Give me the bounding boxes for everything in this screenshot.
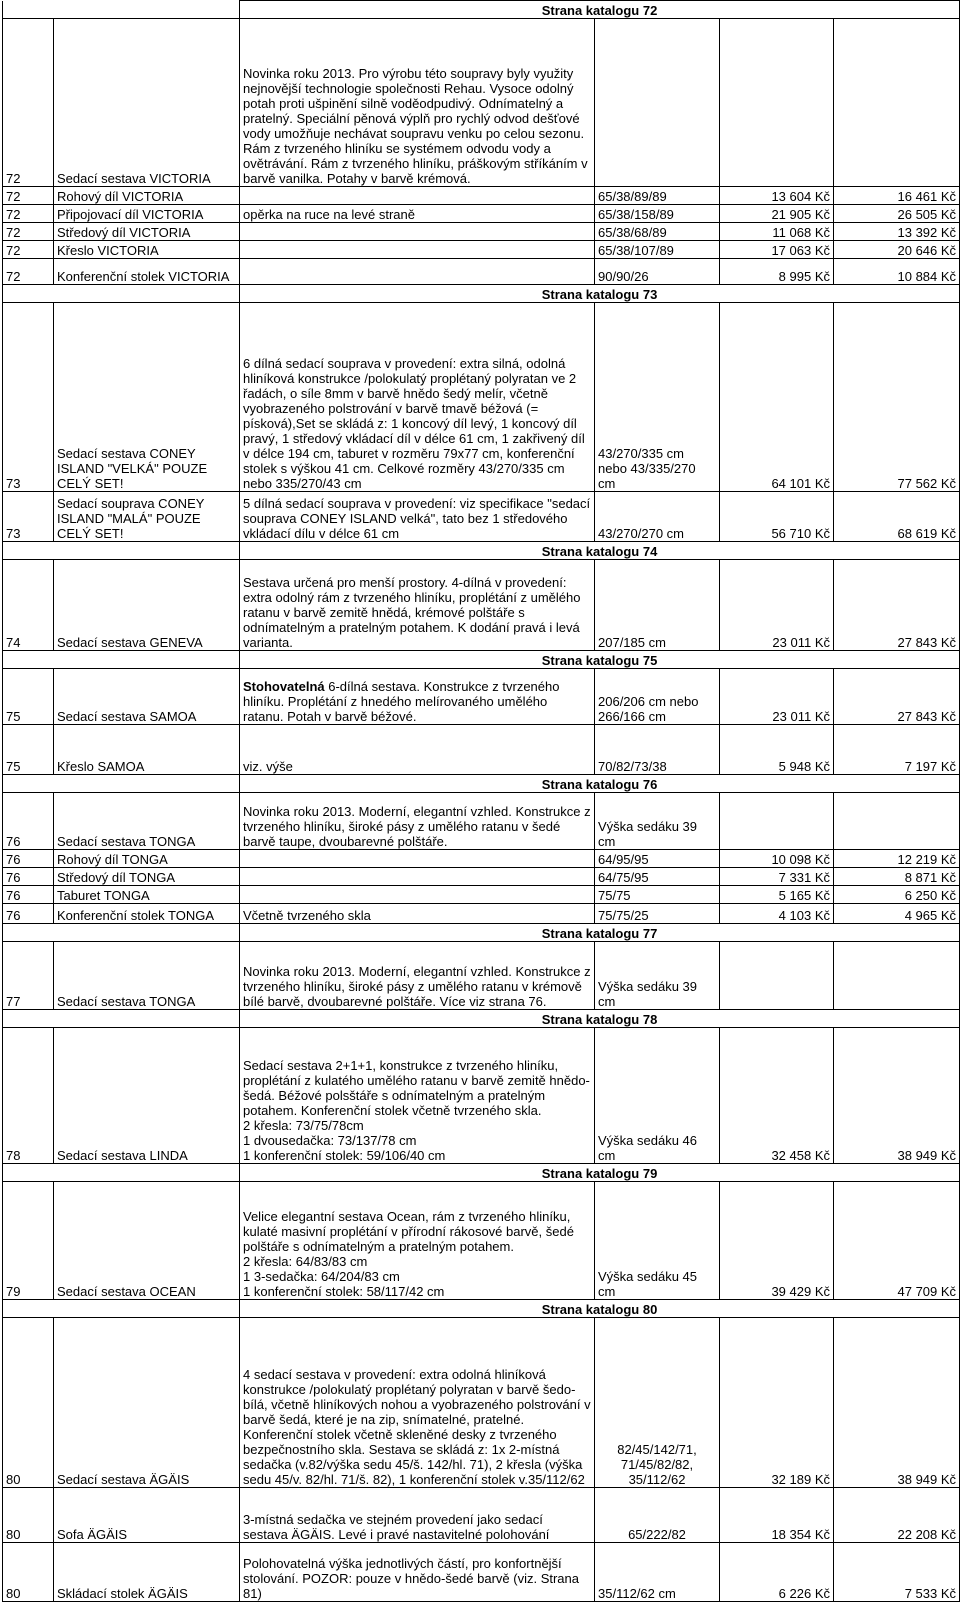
product-dimensions: 75/75/25 bbox=[595, 904, 720, 924]
product-dimensions: 35/112/62 cm bbox=[595, 1543, 720, 1602]
price-without-vat: 17 063 Kč bbox=[720, 241, 834, 259]
product-name: Sedací sestava LINDA bbox=[54, 1028, 240, 1164]
price-with-vat bbox=[834, 942, 960, 1010]
product-description bbox=[240, 259, 595, 285]
price-without-vat: 39 429 Kč bbox=[720, 1182, 834, 1300]
section-title: Strana katalogu 78 bbox=[240, 1010, 960, 1028]
price-without-vat: 5 165 Kč bbox=[720, 886, 834, 904]
product-dimensions: Výška sedáku 45 cm bbox=[595, 1182, 720, 1300]
product-description: Stohovatelná 6-dílná sestava. Konstrukce z tvrzeného hliníku. Proplétání z hnedého melírovaného umělého ratanu. Potah v barvě béžové. bbox=[240, 669, 595, 725]
product-name: Připojovací díl VICTORIA bbox=[54, 205, 240, 223]
product-description bbox=[240, 187, 595, 205]
price-with-vat: 68 619 Kč bbox=[834, 492, 960, 542]
section-header bbox=[3, 1, 960, 19]
product-dimensions: 75/75 bbox=[595, 886, 720, 904]
price-with-vat: 4 965 Kč bbox=[834, 904, 960, 924]
price-without-vat: 7 331 Kč bbox=[720, 868, 834, 886]
price-with-vat: 6 250 Kč bbox=[834, 886, 960, 904]
product-name: Sedací sestava CONEY ISLAND "VELKÁ" POUZE CELÝ SET! bbox=[54, 303, 240, 492]
product-dimensions: 82/45/142/71, 71/45/82/82, 35/112/62 bbox=[595, 1318, 720, 1488]
catalog-page-number: 72 bbox=[3, 205, 54, 223]
price-without-vat bbox=[720, 19, 834, 187]
catalog-page-number: 80 bbox=[3, 1543, 54, 1602]
product-description: 3-místná sedačka ve stejném provedení jako sedací sestava ÄGÄIS. Levé i pravé nastavitelné polohování bbox=[240, 1488, 595, 1543]
product-dimensions: 64/95/95 bbox=[595, 850, 720, 868]
section-header bbox=[3, 651, 960, 669]
product-dimensions: 65/38/107/89 bbox=[595, 241, 720, 259]
product-name: Sedací sestava ÄGÄIS bbox=[54, 1318, 240, 1488]
catalog-page-number: 72 bbox=[3, 187, 54, 205]
product-dimensions: Výška sedáku 46 cm bbox=[595, 1028, 720, 1164]
catalog-page-number: 72 bbox=[3, 223, 54, 241]
price-with-vat: 7 197 Kč bbox=[834, 725, 960, 775]
section-header-blank bbox=[3, 285, 240, 303]
product-name: Sedací sestava GENEVA bbox=[54, 560, 240, 651]
product-dimensions: 207/185 cm bbox=[595, 560, 720, 651]
catalog-page-number: 77 bbox=[3, 942, 54, 1010]
catalog-page-number: 72 bbox=[3, 19, 54, 187]
product-description: Velice elegantní sestava Ocean, rám z tvrzeného hliníku, kulaté masivní proplétání v přírodní rákosové barvě, šedé polštáře s odnímatelným a pratelným potahem. 2 křesla: 64/83/83 cm 1 3-sedačka: 64/204/83 cm 1 konferenční stolek: 58/117/42 cm bbox=[240, 1182, 595, 1300]
price-without-vat: 32 189 Kč bbox=[720, 1318, 834, 1488]
table-row bbox=[3, 303, 960, 492]
product-name: Taburet TONGA bbox=[54, 886, 240, 904]
product-name: Křeslo VICTORIA bbox=[54, 241, 240, 259]
product-name: Sedací sestava VICTORIA bbox=[54, 19, 240, 187]
section-title: Strana katalogu 75 bbox=[240, 651, 960, 669]
table-row bbox=[3, 793, 960, 850]
product-name: Rohový díl TONGA bbox=[54, 850, 240, 868]
product-description: 4 sedací sestava v provedení: extra odolná hliníková konstrukce /polokulatý proplétaný polyratan v barvě šedo-bílá, včetně hliníkových nohou a vyobrazeného polstrování v barvě šedá, které je na zip, snímatelné, pratelné. Konferenční stolek včetně skleněné desky z tvrzeného bezpečnostního skla. Sestava se skládá z: 1x 2-místná sedačka (v.82/výška sedu 45/š. 142/hl. 71), 2 křesla (výška sedu 45/v. 82/hl. 71/š. 82), 1 konferenční stolek v.35/112/62 bbox=[240, 1318, 595, 1488]
price-without-vat: 18 354 Kč bbox=[720, 1488, 834, 1543]
section-header-blank bbox=[3, 542, 240, 560]
section-header bbox=[3, 1010, 960, 1028]
catalog-page-number: 73 bbox=[3, 303, 54, 492]
table-row bbox=[3, 19, 960, 187]
product-dimensions bbox=[595, 19, 720, 187]
table-row bbox=[3, 1488, 960, 1543]
section-title: Strana katalogu 76 bbox=[240, 775, 960, 793]
price-with-vat: 13 392 Kč bbox=[834, 223, 960, 241]
table-row bbox=[3, 492, 960, 542]
price-with-vat: 12 219 Kč bbox=[834, 850, 960, 868]
price-without-vat: 21 905 Kč bbox=[720, 205, 834, 223]
section-header-blank bbox=[3, 1300, 240, 1318]
table-row bbox=[3, 187, 960, 205]
table-row bbox=[3, 1543, 960, 1602]
section-title: Strana katalogu 80 bbox=[240, 1300, 960, 1318]
product-description: Novinka roku 2013. Moderní, elegantní vzhled. Konstrukce z tvrzeného hliníku, široké pásy z umělého ratanu v šedé barvě taupe, dvoubarevné polštáře. bbox=[240, 793, 595, 850]
table-row bbox=[3, 868, 960, 886]
price-with-vat: 27 843 Kč bbox=[834, 669, 960, 725]
catalog-page-number: 73 bbox=[3, 492, 54, 542]
product-dimensions: 65/222/82 bbox=[595, 1488, 720, 1543]
product-description: Novinka roku 2013. Pro výrobu této soupravy byly využity nejnovější technologie společnosti Rehau. Vysoce odolný potah proti ušpinění silně voděodpudivý. Odnímatelný a pratelný. Speciální pěnová výplň pro rychlý odvod dešťové vody umožňuje nechávat soupravu venku po celou sezonu. Rám z tvrzeného hliníku se systémem odvodu vody a ovětrávání. Rám z tvrzeného hliníku, práškovým stříkáním v barvě vanilka. Potahy v barvě krémová. bbox=[240, 19, 595, 187]
table-row bbox=[3, 904, 960, 924]
product-description: 6 dílná sedací souprava v provedení: extra silná, odolná hliníková konstrukce /polokulatý proplétaný polyratan ve 2 řadách, o síle 8mm v barvě hnědo šedý melír, včetně vyobrazeného polstrování v barvě tmavě béžová (= písková),Set se skládá z: 1 koncový díl levý, 1 koncový díl pravý, 1 středový vkládací díl v délce 61 cm, 1 zakřivený díl v délce 194 cm, taburet v rozměru 79x77 cm, konferenční stolek s výškou 41 cm. Celkové rozměry 43/270/335 cm nebo 335/270/43 cm bbox=[240, 303, 595, 492]
section-title: Strana katalogu 74 bbox=[240, 542, 960, 560]
product-name: Sofa ÄGÄIS bbox=[54, 1488, 240, 1543]
catalog-page-number: 76 bbox=[3, 850, 54, 868]
table-row bbox=[3, 560, 960, 651]
product-dimensions: Výška sedáku 39 cm bbox=[595, 942, 720, 1010]
product-description bbox=[240, 886, 595, 904]
price-list-body bbox=[3, 1, 960, 1602]
price-without-vat: 23 011 Kč bbox=[720, 669, 834, 725]
price-list-table bbox=[2, 0, 960, 1602]
price-with-vat: 26 505 Kč bbox=[834, 205, 960, 223]
table-row bbox=[3, 223, 960, 241]
catalog-page-number: 80 bbox=[3, 1318, 54, 1488]
price-with-vat: 20 646 Kč bbox=[834, 241, 960, 259]
price-with-vat: 16 461 Kč bbox=[834, 187, 960, 205]
product-description bbox=[240, 241, 595, 259]
section-header-blank bbox=[3, 1, 240, 19]
section-title: Strana katalogu 79 bbox=[240, 1164, 960, 1182]
price-without-vat bbox=[720, 942, 834, 1010]
table-row bbox=[3, 850, 960, 868]
product-dimensions: 65/38/158/89 bbox=[595, 205, 720, 223]
product-description: opěrka na ruce na levé straně bbox=[240, 205, 595, 223]
catalog-page-number: 72 bbox=[3, 259, 54, 285]
table-row bbox=[3, 669, 960, 725]
section-header bbox=[3, 1300, 960, 1318]
product-description: 5 dílná sedací souprava v provedení: viz specifikace "sedací souprava CONEY ISLAND velká", tato bez 1 středového vkládací dílu v délce 61 cm bbox=[240, 492, 595, 542]
catalog-page-number: 79 bbox=[3, 1182, 54, 1300]
section-header-blank bbox=[3, 1164, 240, 1182]
product-dimensions: Výška sedáku 39 cm bbox=[595, 793, 720, 850]
product-dimensions: 43/270/335 cm nebo 43/335/270 cm bbox=[595, 303, 720, 492]
product-description: Sestava určená pro menší prostory. 4-dílná v provedení: extra odolný rám z tvrzeného hliníku, proplétání z umělého ratanu v barvě zemitě hnědá, krémové polštáře s odnímatelným a pratelným potahem. K dodání pravá i levá varianta. bbox=[240, 560, 595, 651]
table-row bbox=[3, 259, 960, 285]
section-header-blank bbox=[3, 651, 240, 669]
price-without-vat: 11 068 Kč bbox=[720, 223, 834, 241]
price-without-vat: 23 011 Kč bbox=[720, 560, 834, 651]
product-name: Sedací sestava SAMOA bbox=[54, 669, 240, 725]
section-header bbox=[3, 924, 960, 942]
price-with-vat: 77 562 Kč bbox=[834, 303, 960, 492]
section-header bbox=[3, 775, 960, 793]
product-description: Novinka roku 2013. Moderní, elegantní vzhled. Konstrukce z tvrzeného hliníku, široké pásy z umělého ratanu v krémově bílé barvě, dvoubarevné polštáře. Více viz strana 76. bbox=[240, 942, 595, 1010]
product-dimensions: 43/270/270 cm bbox=[595, 492, 720, 542]
product-name: Konferenční stolek VICTORIA bbox=[54, 259, 240, 285]
price-with-vat: 47 709 Kč bbox=[834, 1182, 960, 1300]
table-row bbox=[3, 886, 960, 904]
price-without-vat: 6 226 Kč bbox=[720, 1543, 834, 1602]
catalog-page-number: 76 bbox=[3, 793, 54, 850]
price-with-vat: 38 949 Kč bbox=[834, 1028, 960, 1164]
price-without-vat: 8 995 Kč bbox=[720, 259, 834, 285]
product-name: Sedací sestava OCEAN bbox=[54, 1182, 240, 1300]
section-header bbox=[3, 285, 960, 303]
product-name: Skládací stolek ÄGÄIS bbox=[54, 1543, 240, 1602]
product-dimensions: 65/38/68/89 bbox=[595, 223, 720, 241]
price-with-vat: 8 871 Kč bbox=[834, 868, 960, 886]
table-row bbox=[3, 205, 960, 223]
catalog-page-number: 78 bbox=[3, 1028, 54, 1164]
catalog-page-number: 76 bbox=[3, 904, 54, 924]
product-description: Sedací sestava 2+1+1, konstrukce z tvrzeného hliníku, proplétání z kulatého umělého ratanu v barvě zemitě hnědo-šedá. Béžové polsštáře s odnímatelným a pratelným potahem. Konferenční stolek včetně tvrzeného skla. 2 křesla: 73/75/78cm 1 dvousedačka: 73/137/78 cm 1 konferenční stolek: 59/106/40 cm bbox=[240, 1028, 595, 1164]
product-description bbox=[240, 850, 595, 868]
price-without-vat bbox=[720, 793, 834, 850]
table-row bbox=[3, 241, 960, 259]
price-with-vat: 10 884 Kč bbox=[834, 259, 960, 285]
product-name: Středový díl TONGA bbox=[54, 868, 240, 886]
catalog-page-number: 75 bbox=[3, 725, 54, 775]
product-dimensions: 206/206 cm nebo 266/166 cm bbox=[595, 669, 720, 725]
product-description: Polohovatelná výška jednotlivých částí, pro konfortnější stolování. POZOR: pouze v hnědo-šedé barvě (viz. Strana 81) bbox=[240, 1543, 595, 1602]
section-header bbox=[3, 1164, 960, 1182]
price-with-vat bbox=[834, 19, 960, 187]
product-description: viz. výše bbox=[240, 725, 595, 775]
price-with-vat: 22 208 Kč bbox=[834, 1488, 960, 1543]
product-dimensions: 65/38/89/89 bbox=[595, 187, 720, 205]
section-header-blank bbox=[3, 1010, 240, 1028]
catalog-page-number: 76 bbox=[3, 886, 54, 904]
product-dimensions: 64/75/95 bbox=[595, 868, 720, 886]
product-name: Křeslo SAMOA bbox=[54, 725, 240, 775]
price-without-vat: 10 098 Kč bbox=[720, 850, 834, 868]
price-without-vat: 13 604 Kč bbox=[720, 187, 834, 205]
catalog-page-number: 76 bbox=[3, 868, 54, 886]
product-name: Sedací sestava TONGA bbox=[54, 793, 240, 850]
price-without-vat: 4 103 Kč bbox=[720, 904, 834, 924]
section-title: Strana katalogu 73 bbox=[240, 285, 960, 303]
product-name: Konferenční stolek TONGA bbox=[54, 904, 240, 924]
product-description bbox=[240, 868, 595, 886]
section-title: Strana katalogu 77 bbox=[240, 924, 960, 942]
table-row bbox=[3, 725, 960, 775]
price-with-vat: 7 533 Kč bbox=[834, 1543, 960, 1602]
section-title: Strana katalogu 72 bbox=[240, 1, 960, 19]
table-row bbox=[3, 1182, 960, 1300]
price-with-vat: 38 949 Kč bbox=[834, 1318, 960, 1488]
product-description: Včetně tvrzeného skla bbox=[240, 904, 595, 924]
table-row bbox=[3, 942, 960, 1010]
table-row bbox=[3, 1028, 960, 1164]
price-with-vat: 27 843 Kč bbox=[834, 560, 960, 651]
section-header-blank bbox=[3, 924, 240, 942]
price-without-vat: 56 710 Kč bbox=[720, 492, 834, 542]
table-row bbox=[3, 1318, 960, 1488]
catalog-page-number: 72 bbox=[3, 241, 54, 259]
catalog-page-number: 74 bbox=[3, 560, 54, 651]
catalog-page-number: 75 bbox=[3, 669, 54, 725]
product-description bbox=[240, 223, 595, 241]
price-without-vat: 64 101 Kč bbox=[720, 303, 834, 492]
section-header-blank bbox=[3, 775, 240, 793]
product-dimensions: 90/90/26 bbox=[595, 259, 720, 285]
catalog-page-number: 80 bbox=[3, 1488, 54, 1543]
price-without-vat: 32 458 Kč bbox=[720, 1028, 834, 1164]
product-name: Rohový díl VICTORIA bbox=[54, 187, 240, 205]
section-header bbox=[3, 542, 960, 560]
product-name: Sedací souprava CONEY ISLAND "MALÁ" POUZE CELÝ SET! bbox=[54, 492, 240, 542]
product-name: Sedací sestava TONGA bbox=[54, 942, 240, 1010]
product-name: Středový díl VICTORIA bbox=[54, 223, 240, 241]
price-with-vat bbox=[834, 793, 960, 850]
price-without-vat: 5 948 Kč bbox=[720, 725, 834, 775]
product-dimensions: 70/82/73/38 bbox=[595, 725, 720, 775]
